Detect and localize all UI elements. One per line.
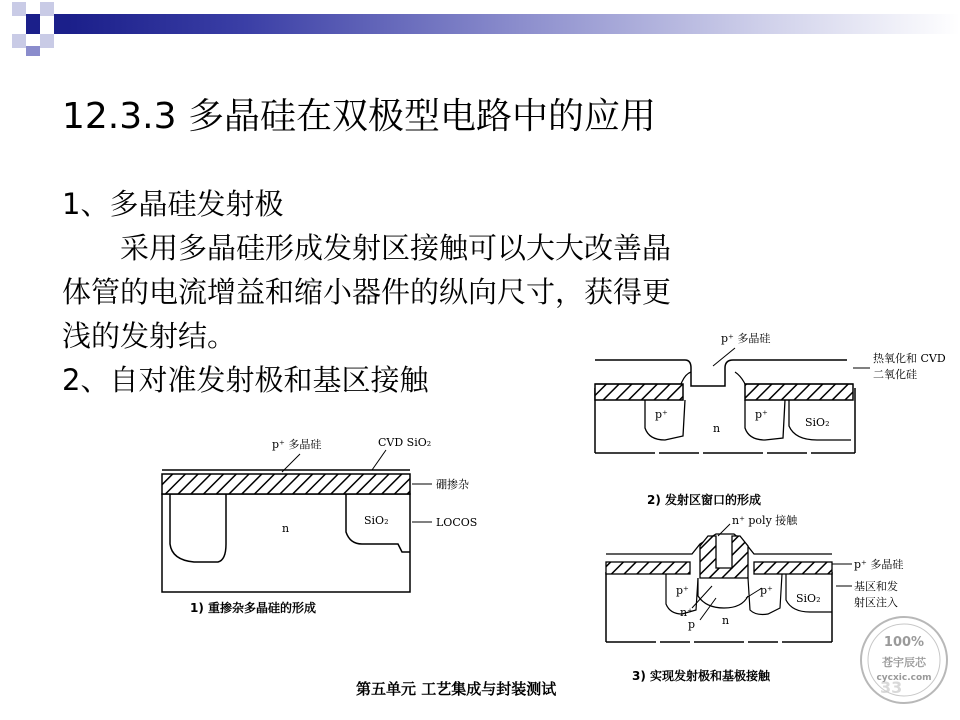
figure1-caption: 1) 重掺杂多晶硅的形成 xyxy=(190,601,317,615)
label-n-region: n xyxy=(722,614,730,627)
figure2-caption: 2) 发射区窗口的形成 xyxy=(647,493,762,507)
label-p-poly: p⁺ 多晶硅 xyxy=(272,438,322,451)
label-silicon-dioxide: 二氧化硅 xyxy=(873,368,917,381)
label-base-emitter-implant-2: 射区注入 xyxy=(854,596,898,609)
label-p-plus: p⁺ xyxy=(655,408,668,421)
label-cvd-sio2: CVD SiO₂ xyxy=(378,436,432,449)
watermark-name: 苍宇辰芯 xyxy=(882,656,926,669)
footer-text: 第五单元 工艺集成与封装测试 xyxy=(356,680,557,698)
label-n-region: n xyxy=(713,422,721,435)
label-locos: LOCOS xyxy=(436,516,478,529)
label-p: p xyxy=(688,618,696,631)
section2-heading: 2、自对准发射极和基区接触 xyxy=(62,363,429,397)
figure-poly-formation xyxy=(150,432,530,617)
header-decoration xyxy=(0,0,960,58)
decor-square xyxy=(40,2,54,16)
label-p-plus: p⁺ xyxy=(676,584,689,597)
label-sio2: SiO₂ xyxy=(364,514,389,527)
slide-title: 12.3.3 多晶硅在双极型电路中的应用 xyxy=(62,96,656,137)
watermark-site: cycxic.com xyxy=(876,673,932,683)
watermark-percent: 100% xyxy=(883,635,925,650)
figure-emitter-window xyxy=(585,328,960,513)
label-sio2: SiO₂ xyxy=(796,592,821,605)
label-thermal-cvd-oxide: 热氧化和 CVD xyxy=(873,352,946,365)
section1-body-line: 采用多晶硅形成发射区接触可以大大改善晶 xyxy=(62,231,672,265)
figure3-caption: 3) 实现发射极和基极接触 xyxy=(632,669,771,683)
label-n-region: n xyxy=(282,522,290,535)
decor-square xyxy=(26,14,40,34)
label-p-poly: p⁺ 多晶硅 xyxy=(721,332,771,345)
decor-square xyxy=(54,14,68,34)
watermark-seal xyxy=(858,614,950,706)
label-n-plus: n⁺ xyxy=(680,606,693,619)
section1-body-line: 体管的电流增益和缩小器件的纵向尺寸，获得更 xyxy=(62,275,672,309)
label-base-emitter-implant: 基区和发 xyxy=(854,580,898,593)
label-boron-doping: 硼掺杂 xyxy=(436,478,469,491)
label-p-plus: p⁺ xyxy=(760,584,773,597)
decor-square xyxy=(12,2,26,16)
label-n-poly-contact: n⁺ poly 接触 xyxy=(732,514,798,527)
label-p-poly: p⁺ 多晶硅 xyxy=(854,558,904,571)
decor-square xyxy=(40,34,54,48)
label-sio2: SiO₂ xyxy=(805,416,830,429)
section1-heading: 1、多晶硅发射极 xyxy=(62,187,284,221)
header-gradient-bar xyxy=(68,14,960,34)
label-p-plus: p⁺ xyxy=(755,408,768,421)
decor-square xyxy=(12,34,26,48)
section1-body-line: 浅的发射结。 xyxy=(62,319,237,353)
decor-square xyxy=(26,46,40,56)
